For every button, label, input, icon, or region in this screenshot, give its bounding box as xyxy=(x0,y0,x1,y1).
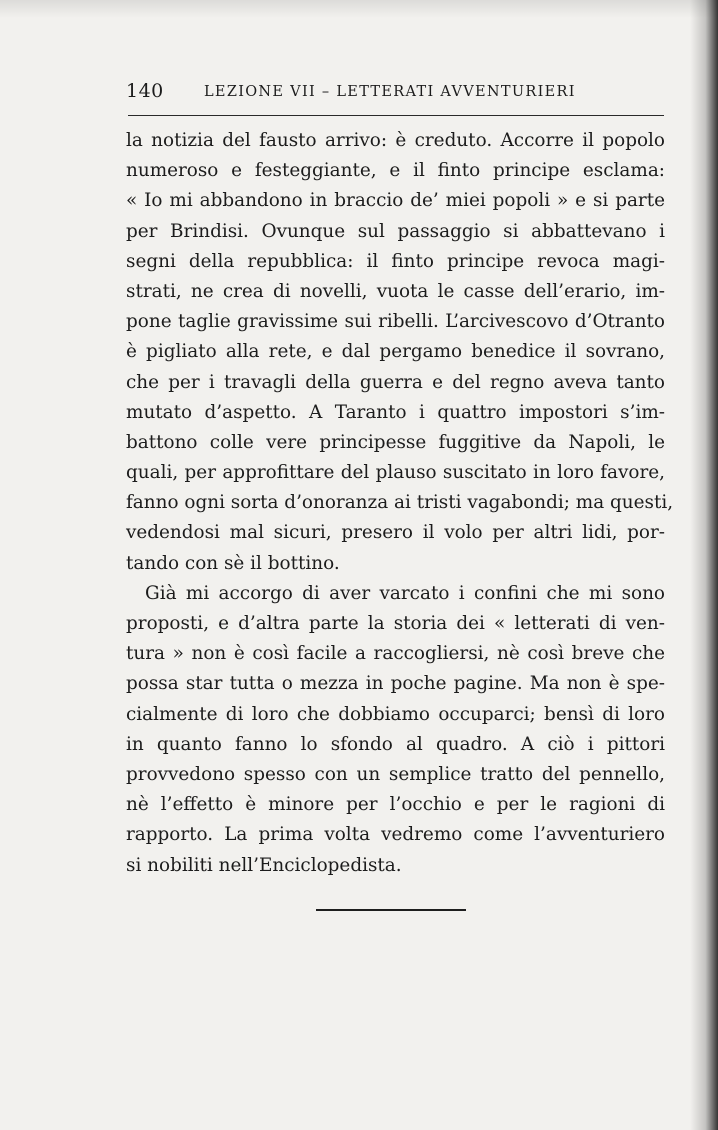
text-line: possa star tutta o mezza in poche pagine. Ma non è spe- xyxy=(126,673,665,695)
running-title: LEZIONE VII – LETTERATI AVVENTURIERI xyxy=(204,84,576,100)
text-line: in quanto fanno lo sfondo al quadro. A ciò i pittori xyxy=(126,733,665,755)
text-line: battono colle vere principesse fuggitive da Napoli, le xyxy=(126,431,665,453)
text-line: tando con sè il bottino. xyxy=(126,552,340,574)
text-line: tura » non è così facile a raccogliersi, nè così breve che xyxy=(126,643,665,665)
page-binding-shadow xyxy=(690,0,718,1130)
text-line: fanno ogni sorta d’onoranza ai tristi vagabondi; ma questi, xyxy=(126,492,674,514)
text-line: proposti, e d’altra parte la storia dei « letterati di ven- xyxy=(126,613,665,634)
running-header xyxy=(126,80,664,106)
paragraph-2 xyxy=(126,579,665,881)
text-line: si nobiliti nell’Enciclopedista. xyxy=(126,854,402,876)
text-line: vedendosi mal sicuri, presero il volo per altri lidi, por- xyxy=(126,522,665,544)
text-line: « Io mi abbandono in braccio de’ miei popoli » e si parte xyxy=(126,190,665,212)
text-line: provvedono spesso con un semplice tratto del pennello, xyxy=(126,763,665,785)
text-line: per Brindisi. Ovunque sul passaggio si abbattevano i xyxy=(126,220,665,242)
page-number: 140 xyxy=(126,80,164,102)
text-line: mutato d’aspetto. A Taranto i quattro impostori s’im- xyxy=(126,401,665,423)
text-line: pone taglie gravissime sui ribelli. L’arcivescovo d’Otranto xyxy=(126,311,665,333)
header-rule xyxy=(128,115,664,116)
text-line: nè l’effetto è minore per l’occhio e per le ragioni di xyxy=(126,794,665,816)
text-line: la notizia del fausto arrivo: è creduto. Accorre il popolo xyxy=(126,130,665,151)
paragraph-1 xyxy=(126,126,674,579)
text-line: Già mi accorgo di aver varcato i confini che mi sono xyxy=(145,582,665,604)
end-rule xyxy=(316,909,466,911)
text-line: è pigliato alla rete, e dal pergamo benedice il sovrano, xyxy=(126,341,665,363)
body-text xyxy=(126,126,674,881)
text-line: segni della repubblica: il finto principe revoca magi- xyxy=(126,250,665,272)
text-line: cialmente di loro che dobbiamo occuparci; bensì di loro xyxy=(126,703,665,725)
text-line: numeroso e festeggiante, e il finto principe esclama: xyxy=(126,160,665,182)
text-line: strati, ne crea di novelli, vuota le casse dell’erario, im- xyxy=(126,280,665,302)
page-top-shadow xyxy=(0,0,718,18)
text-line: che per i travagli della guerra e del regno aveva tanto xyxy=(126,371,665,393)
text-line: quali, per approfittare del plauso suscitato in loro favore, xyxy=(126,462,665,484)
text-line: rapporto. La prima volta vedremo come l’avventuriero xyxy=(126,824,665,846)
